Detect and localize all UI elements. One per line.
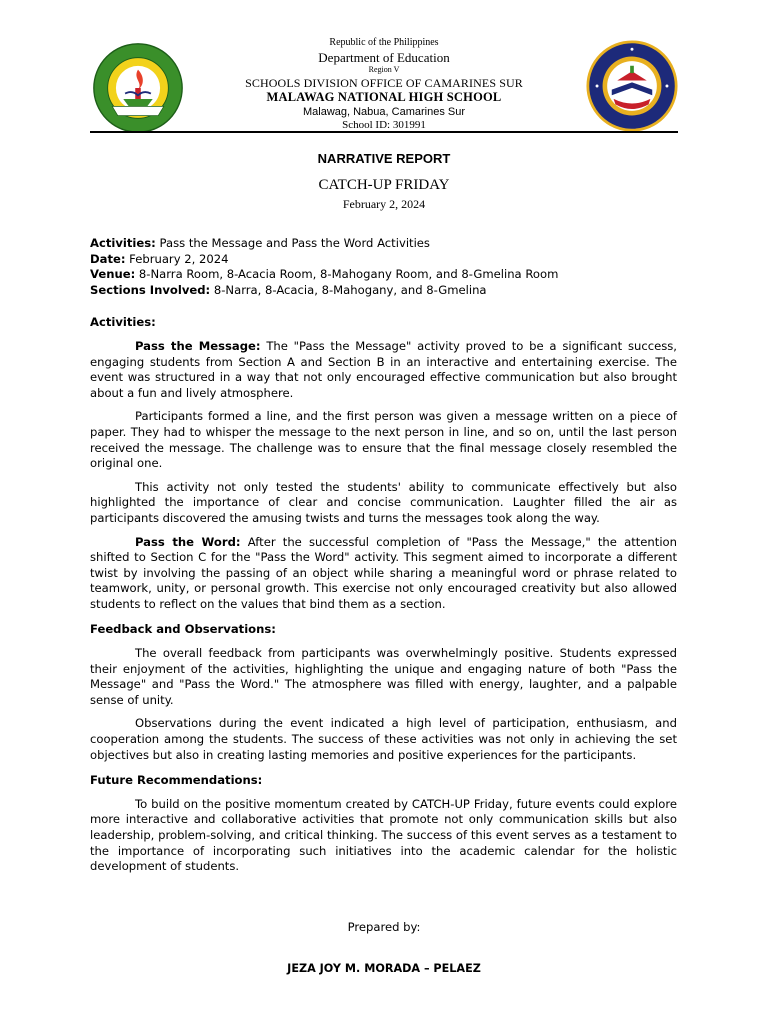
meta-activities <box>90 236 677 252</box>
region-line: Region V <box>368 65 400 74</box>
meta-activities-value: Pass the Message and Pass the Word Activities <box>155 236 430 250</box>
pass-the-message-paragraph-3: This activity not only tested the students' ability to communicate effectively but also highlighted the importance of clear and concise communication. Laughter filled the air as participants discovered the amusing twists and turns the messages took along the way. <box>90 479 677 525</box>
signatory-name: JEZA JOY M. MORADA – PELAEZ <box>287 962 481 975</box>
meta-venue-label: Venue: <box>90 267 136 282</box>
feedback-paragraph-2: Observations during the event indicated a high level of participation, enthusiasm, and cooperation among the students. The success of these activities was not only in achieving the set objectives but also in creating lasting memories and positive experiences for the participants. <box>90 716 677 762</box>
letterhead <box>200 38 568 131</box>
meta-activities-label: Activities: <box>90 236 156 250</box>
report-date: February 2, 2024 <box>342 197 426 211</box>
activities-heading: Activities: <box>90 315 156 330</box>
department-line: Department of Education <box>318 50 450 65</box>
school-seal-logo <box>586 40 678 132</box>
division-office-line: SCHOOLS DIVISION OFFICE OF CAMARINES SUR <box>245 76 523 90</box>
report-body <box>90 236 677 875</box>
meta-sections-value: 8-Narra, 8-Acacia, 8-Mahogany, and 8-Gmelina <box>210 282 487 297</box>
prepared-by-label: Prepared by: <box>347 920 421 934</box>
future-paragraph: To build on the positive momentum created by CATCH-UP Friday, future events could explore more interactive and collaborative activities that promote not only communication skills but also leadership, problem-solving, and critical thinking. The success of this event serves as a testament to the importance of incorporating such initiatives into the academic calendar for the holistic development of students. <box>90 796 677 874</box>
division-seal-logo <box>92 42 184 134</box>
pass-the-message-paragraph-1 <box>90 339 677 401</box>
pass-the-message-paragraph-2: Participants formed a line, and the first person was given a message written on a piece of paper. They had to whisper the message to the next person in line, and so on, until the last person received the message. The challenge was to ensure that the final message closely resembled the original one. <box>90 409 677 471</box>
meta-sections-label: Sections Involved: <box>90 282 211 297</box>
pass-the-word-text: After the successful completion of "Pass the Message," the attention shifted to Section C for the "Pass the Word" activity. This segment aimed to incorporate a different twist by involving the passing of an object while sharing a meaningful word or phrase related to teamwork, unity, or personal growth. This exercise not only encouraged creativity but also allowed students to reflect on the values that bind them as a section. <box>90 534 677 611</box>
report-title: NARRATIVE REPORT <box>317 151 451 166</box>
header-divider <box>90 131 678 133</box>
pass-the-message-label: Pass the Message: <box>135 338 261 353</box>
report-subtitle: CATCH-UP FRIDAY <box>318 177 450 193</box>
pass-the-word-label: Pass the Word: <box>135 534 241 549</box>
meta-venue-value: 8-Narra Room, 8-Acacia Room, 8-Mahogany Room, and 8-Gmelina Room <box>135 267 559 282</box>
meta-date-value: February 2, 2024 <box>125 251 229 266</box>
meta-sections <box>90 283 677 299</box>
meta-date-label: Date: <box>90 251 126 266</box>
meta-date <box>90 252 677 268</box>
feedback-paragraph-1: The overall feedback from participants was overwhelmingly positive. Students expressed their enjoyment of the activities, highlighting the unique and engaging nature of both "Pass the Message" and "Pass the Word." The atmosphere was filled with energy, laughter, and a palpable sense of unity. <box>90 646 677 707</box>
school-name: MALAWAG NATIONAL HIGH SCHOOL <box>266 90 502 104</box>
feedback-heading: Feedback and Observations: <box>90 622 276 637</box>
republic-line: Republic of the Philippines <box>329 37 439 48</box>
meta-venue <box>90 267 677 283</box>
future-heading: Future Recommendations: <box>90 773 263 788</box>
school-id: School ID: 301991 <box>342 118 426 131</box>
pass-the-word-paragraph <box>90 535 677 613</box>
school-address: Malawag, Nabua, Camarines Sur <box>302 105 466 118</box>
pass-the-message-text-1: The "Pass the Message" activity proved to be a significant success, engaging students from Section A and Section B in an interactive and entertaining exercise. The event was structured in a way that not only encouraged effective communication but also brought about a fun and lively atmosphere. <box>90 338 677 400</box>
